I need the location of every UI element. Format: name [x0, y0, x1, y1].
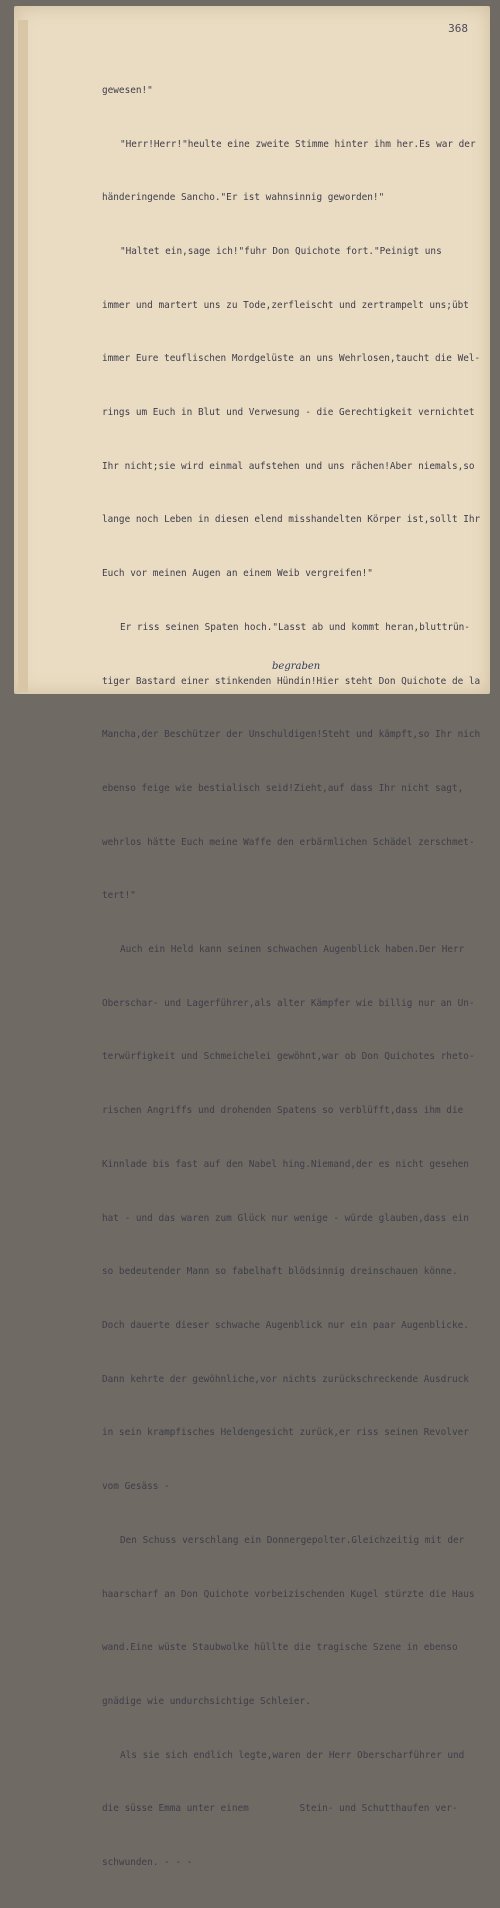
text-line: Als sie sich endlich legte,waren der Herr Oberscharführer und — [120, 1749, 465, 1761]
text-line: hat - und das waren zum Glück nur wenige - würde glauben,dass ein — [102, 1212, 469, 1224]
text-line: wehrlos hätte Euch meine Waffe den erbärmlichen Schädel zerschmet- — [102, 836, 475, 848]
text-line: Doch dauerte dieser schwache Augenblick nur ein paar Augenblicke. — [102, 1319, 469, 1331]
text-line: Mancha,der Beschützer der Unschuldigen!Steht und kämpft,so Ihr nich — [102, 729, 481, 741]
stacked-page-edge — [18, 20, 28, 692]
text-line: Euch vor meinen Augen an einem Weib vergreifen!" — [102, 568, 373, 580]
text-line: händeringende Sancho."Er ist wahnsinnig geworden!" — [102, 192, 385, 204]
text-line: die süsse Emma unter einem Stein- und Schutthaufen ver- — [102, 1803, 458, 1815]
text-line: schwunden. - - - — [102, 1857, 193, 1869]
paper-sheet — [14, 6, 490, 1869]
text-line: rischen Angriffs und drohenden Spatens so verblüfft,dass ihm die — [102, 1105, 464, 1117]
page-number: 368 — [448, 22, 468, 35]
text-line: Dann kehrte der gewöhnliche,vor nichts zurückschreckende Ausdruck — [102, 1373, 469, 1385]
text-line: Auch ein Held kann seinen schwachen Augenblick haben.Der Herr — [120, 944, 465, 956]
text-line: Den Schuss verschlang ein Donnergepolter.Gleichzeitig mit der — [120, 1534, 465, 1546]
text-line: tiger Bastard einer stinkenden Hündin!Hier steht Don Quichote de la — [102, 675, 481, 687]
typewritten-text — [102, 46, 497, 1908]
text-line: Kinnlade bis fast auf den Nabel hing.Niemand,der es nicht gesehen — [102, 1158, 469, 1170]
text-line: tert!" — [102, 890, 136, 902]
text-line: rings um Euch in Blut und Verwesung - die Gerechtigkeit vernichtet — [102, 407, 475, 419]
text-line: vom Gesäss - — [102, 1481, 170, 1493]
text-line: "Haltet ein,sage ich!"fuhr Don Quichote fort."Peinigt uns — [120, 245, 448, 257]
text-line: Oberschar- und Lagerführer,als alter Kämpfer wie billig nur an Un- — [102, 997, 475, 1009]
text-line: wand.Eine wüste Staubwolke hüllte die tragische Szene in ebenso — [102, 1642, 458, 1654]
text-line: lange noch Leben in diesen elend misshandelten Körper ist,sollt Ihr — [102, 514, 481, 526]
text-line: Ihr nicht;sie wird einmal aufstehen und uns rächen!Aber niemals,so — [102, 460, 475, 472]
text-line: ebenso feige wie bestialisch seid!Zieht,auf dass Ihr nicht sagt, — [102, 782, 464, 794]
text-line: immer und martert uns zu Tode,zerfleischt und zertrampelt uns;übt — [102, 299, 469, 311]
text-line: so bedeutender Mann so fabelhaft blödsinnig dreinschauen könne. — [102, 1266, 458, 1278]
text-line: Er riss seinen Spaten hoch."Lasst ab und kommt heran,bluttrün- — [120, 621, 470, 633]
text-line: gnädige wie undurchsichtige Schleier. — [102, 1695, 311, 1707]
text-line: terwürfigkeit und Schmeichelei gewöhnt,war ob Don Quichotes rheto- — [102, 1051, 475, 1063]
handwritten-correction: begraben — [272, 661, 321, 672]
text-line: gewesen!" — [102, 84, 153, 96]
text-line: haarscharf an Don Quichote vorbeizischenden Kugel stürzte die Haus — [102, 1588, 475, 1600]
text-line: immer Eure teuflischen Mordgelüste an uns Wehrlosen,taucht die Wel- — [102, 353, 481, 365]
text-line: in sein krampfisches Heldengesicht zurück,er riss seinen Revolver — [102, 1427, 469, 1439]
text-line: "Herr!Herr!"heulte eine zweite Stimme hinter ihm her.Es war der — [120, 138, 476, 150]
